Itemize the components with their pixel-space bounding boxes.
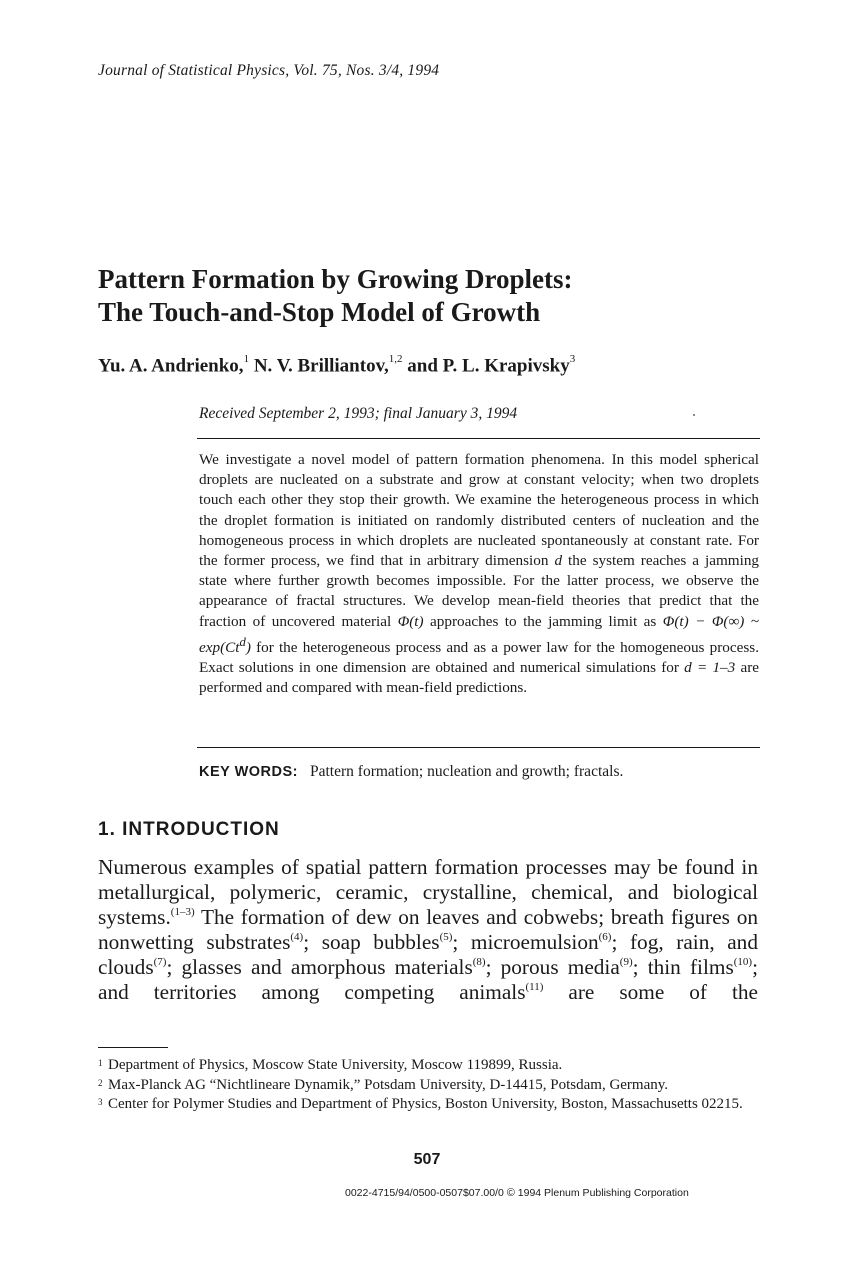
author-list [98, 355, 575, 377]
abstract-text: the system reaches a jamming state where further growth becomes impossible. For the latter process, we observe the appearance of fractal structures. We develop mean-field theories that predict that the fraction of uncovered material [199, 552, 760, 630]
abstract-text: for the heterogeneous process and as a power law for the homogeneous process. Exact solutions in one dimension are obtained and numerical simulations for [199, 638, 759, 677]
footnote [98, 1056, 760, 1076]
copyright-line [345, 1187, 689, 1199]
footnotes [98, 1056, 760, 1115]
abstract-text: approaches to the jamming limit as [430, 612, 657, 630]
footnote-text: Center for Polymer Studies and Department of Physics, Boston University, Boston, Massachusetts 02215. [108, 1096, 743, 1112]
abstract-bottom-rule [197, 747, 760, 748]
article-title [98, 263, 778, 329]
footnote-mark: 1 [98, 1058, 103, 1068]
abstract-formula: Φ(t) − Φ(∞) ~ exp(Ct$^d$) [199, 612, 759, 656]
keywords [199, 763, 623, 781]
keywords-text: Pattern formation; nucleation and growth; fractals. [310, 763, 624, 780]
received-dates: Received September 2, 1993; final January 3, 1994 [199, 405, 518, 422]
author-affiliation-mark: 3 [569, 353, 576, 365]
citation: (8) [472, 955, 486, 968]
abstract-formula: Φ(t) [397, 612, 424, 630]
scan-speck [693, 414, 695, 416]
citation: (5) [439, 930, 453, 943]
citation: (10) [733, 955, 753, 968]
abstract-formula: d = 1–3 [684, 659, 736, 677]
author-conjunction: and [407, 355, 438, 377]
footnote [98, 1076, 760, 1096]
author-affiliation-mark: 1,2 [388, 353, 403, 365]
intro-paragraph: Numerous examples of spatial pattern formation processes may be found in metallurgical, polymeric, ceramic, crystalline, chemical, and biological systems.$^{(1-3)}$ The formation of dew on leaves and cobwebs; breath figures on nonwetting substrates$^{(4)}$; soap bubbles$^{(5)}$; microemulsion$^{(6)}$; fog, rain, and clouds$^{(7)}$; glasses and amorphous materials$^{(8)}$; porous media$^{(9)}$; thin films$^{(10)}$; and territories among competing animals$^{(11)}$ are some of the [98, 855, 758, 1004]
footnote-mark: 2 [98, 1077, 103, 1088]
abstract [199, 450, 759, 699]
abstract-text: We investigate a novel model of pattern formation phenomena. In this model spherical droplets are nucleated on a substrate and grow at constant velocity; when two droplets touch each other they stop their growth. We examine the heterogeneous process in which the droplet formation is initiated on randomly distributed centers of nucleation and the homogeneous process in which droplets are nucleated spontaneously at constant rate. For the former process, we find that in arbitrary dimension [199, 451, 759, 570]
citation: (9) [619, 955, 633, 968]
citation: (4) [290, 930, 304, 943]
citation: (7) [153, 955, 167, 968]
citation: (11) [525, 980, 544, 993]
author-name: Yu. A. Andrienko, [98, 355, 244, 377]
author-name: N. V. Brilliantov, [253, 355, 389, 377]
title-line-1: Pattern Formation by Growing Droplets: [98, 264, 573, 294]
copyright-code: 0022-4715/94/0500-0507$07.00/0 [345, 1187, 504, 1199]
footnote-text: Max-Planck AG “Nichtlineare Dynamik,” Potsdam University, D-14415, Potsdam, Germany. [108, 1076, 669, 1093]
citation: (1–3) [170, 905, 195, 918]
journal-citation: Journal of Statistical Physics, Vol. 75, Nos. 3/4, 1994 [98, 62, 440, 79]
page-number: 507 [413, 1151, 441, 1168]
keywords-label: KEY WORDS: [199, 764, 298, 780]
footnote-mark: 3 [98, 1097, 103, 1107]
copyright-text: 1994 Plenum Publishing Corporation [517, 1187, 689, 1199]
copyright-icon: © [506, 1187, 515, 1199]
citation: (6) [598, 930, 612, 943]
abstract-text: are performed and compared with mean-field predictions. [199, 659, 760, 697]
author-affiliation-mark: 1 [243, 353, 250, 365]
abstract-variable: d [554, 552, 563, 570]
abstract-top-rule [197, 438, 760, 439]
footnote-text: Department of Physics, Moscow State University, Moscow 119899, Russia. [108, 1057, 563, 1073]
footnote [98, 1095, 760, 1115]
author-name: P. L. Krapivsky [442, 355, 570, 377]
section-heading: 1. INTRODUCTION [98, 819, 280, 840]
footnote-rule [98, 1047, 168, 1048]
title-line-2: The Touch-and-Stop Model of Growth [98, 297, 541, 327]
